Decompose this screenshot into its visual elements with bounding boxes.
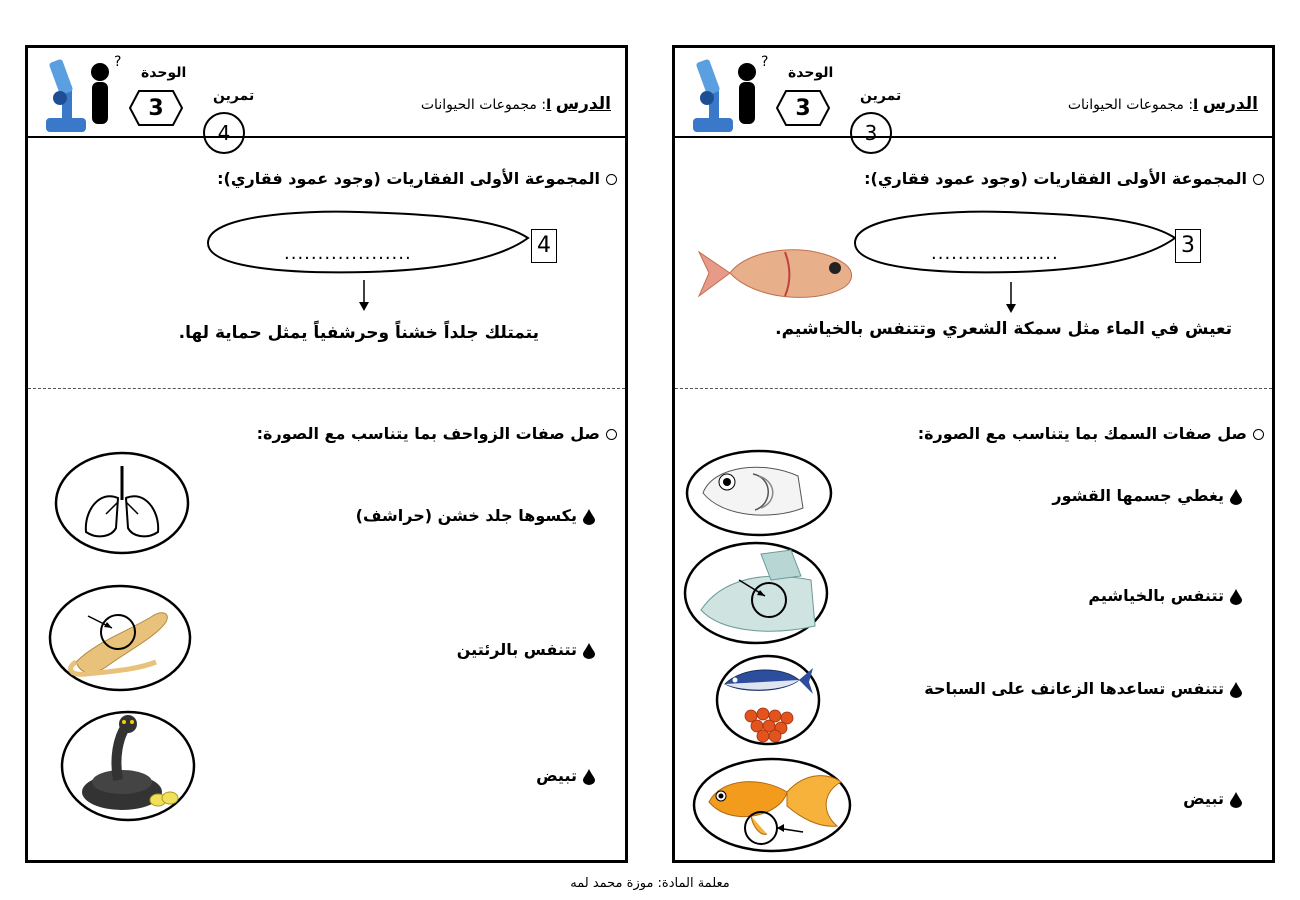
- tuna-eggs-icon: [713, 652, 823, 748]
- lesson-number: I: [546, 97, 552, 113]
- worksheet-fish: [672, 45, 1275, 863]
- drop-bullet-icon: [1230, 589, 1242, 605]
- answer-blank: ...................: [284, 243, 412, 264]
- exercise-number: 3: [850, 112, 892, 154]
- svg-text:?: ?: [761, 54, 769, 70]
- worksheet-reptiles: [25, 45, 628, 863]
- scientist-microscope-icon: [42, 52, 132, 136]
- trait-item: تتنفس بالرئتين: [457, 640, 595, 659]
- snake-eggs-icon: [58, 708, 198, 824]
- fish-gills-icon: [683, 448, 835, 538]
- unit-number: 3: [148, 96, 164, 121]
- scientist-microscope-icon: [689, 52, 779, 136]
- fish-scales-icon: [681, 540, 831, 646]
- drop-bullet-icon: [583, 509, 595, 525]
- goldfish-fin-icon: [691, 756, 853, 854]
- drop-bullet-icon: [1230, 682, 1242, 698]
- exercise-label: تمرين: [860, 88, 902, 104]
- lesson-label: الدرس: [555, 94, 611, 114]
- exercise-label: تمرين: [213, 88, 255, 104]
- lizard-icon: [46, 582, 194, 694]
- section-vertebrates-title: المجموعة الأولى الفقاريات (وجود عمود فقاري):: [864, 169, 1264, 188]
- header-divider: [28, 136, 625, 138]
- down-arrow-icon: [1005, 282, 1017, 314]
- bullet-circle-icon: [1253, 429, 1264, 440]
- image-number-box: 4: [531, 229, 557, 263]
- trait-item: تتنفس تساعدها الزعانف على السباحة: [924, 679, 1242, 698]
- trait-item: يغطي جسمها القشور: [1052, 486, 1242, 505]
- section-match-title: صل صفات السمك بما يتناسب مع الصورة:: [918, 424, 1264, 443]
- lesson-title: مجموعات الحيوانات: [420, 97, 537, 113]
- image-number-box: 3: [1175, 229, 1201, 263]
- bullet-circle-icon: [1253, 174, 1264, 185]
- svg-text:?: ?: [114, 54, 122, 70]
- section-match-title: صل صفات الزواحف بما يتناسب مع الصورة:: [257, 424, 617, 443]
- fish-description: تعيش في الماء مثل سمكة الشعري وتتنفس بالخياشيم.: [775, 319, 1232, 339]
- exercise-number: 4: [203, 112, 245, 154]
- unit-number: 3: [795, 96, 811, 121]
- reptile-description: يتمتلك جلداً خشناً وحرشفياً يمثل حماية لها.: [178, 323, 539, 343]
- unit-number-badge: [129, 90, 183, 126]
- trait-item: تتنفس بالخياشيم: [1088, 586, 1242, 605]
- answer-blank: ...................: [931, 243, 1059, 264]
- trait-item: تبيض: [536, 766, 595, 785]
- lesson-heading: الدرس I: مجموعات الحيوانات: [1067, 94, 1258, 114]
- lesson-heading: الدرس I: مجموعات الحيوانات: [420, 94, 611, 114]
- unit-label: الوحدة: [788, 65, 834, 81]
- down-arrow-icon: [358, 280, 370, 312]
- drop-bullet-icon: [1230, 489, 1242, 505]
- dashed-divider: [28, 388, 625, 389]
- bullet-circle-icon: [606, 429, 617, 440]
- lesson-title: مجموعات الحيوانات: [1067, 97, 1184, 113]
- drop-bullet-icon: [583, 769, 595, 785]
- teacher-footer: معلمة المادة: موزة محمد لمه: [570, 876, 730, 891]
- unit-label: الوحدة: [141, 65, 187, 81]
- trait-item: تبيض: [1183, 789, 1242, 808]
- lesson-number: I: [1193, 97, 1199, 113]
- header-divider: [675, 136, 1272, 138]
- unit-number-badge: [776, 90, 830, 126]
- lungs-icon: [52, 450, 192, 556]
- dashed-divider: [675, 388, 1272, 389]
- drop-bullet-icon: [583, 643, 595, 659]
- bullet-circle-icon: [606, 174, 617, 185]
- drop-bullet-icon: [1230, 792, 1242, 808]
- trait-item: يكسوها جلد خشن (حراشف): [356, 506, 595, 525]
- lesson-label: الدرس: [1202, 94, 1258, 114]
- section-vertebrates-title: المجموعة الأولى الفقاريات (وجود عمود فقاري):: [217, 169, 617, 188]
- snapper-fish-icon: [695, 238, 860, 308]
